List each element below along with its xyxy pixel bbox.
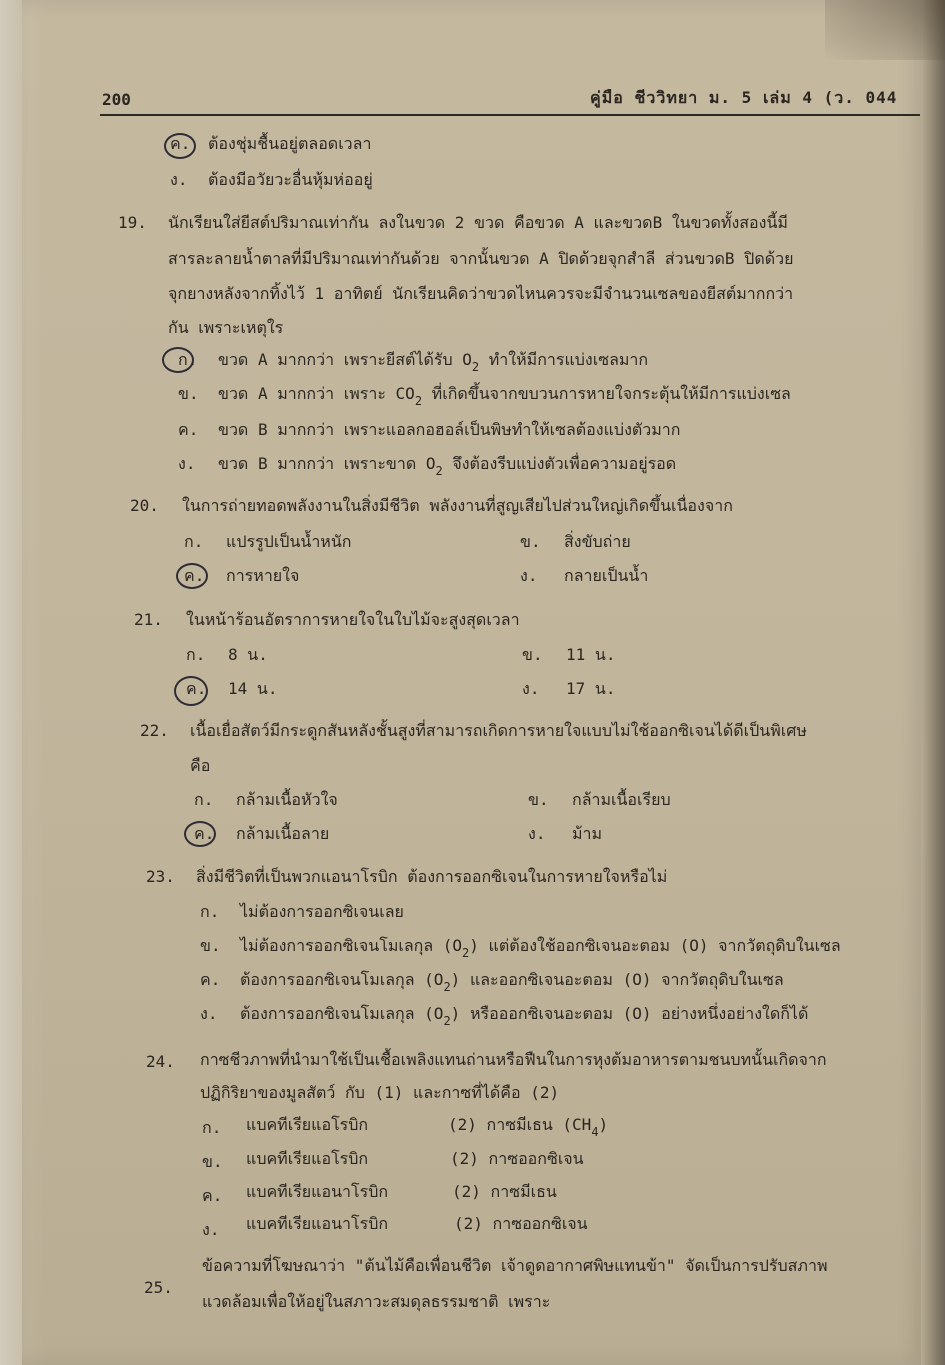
question-text: ในการถ่ายทอดพลังงานในสิ่งมีชีวิต พลังงานที่สูญเสียไปส่วนใหญ่เกิดขึ้นเนื่องจาก bbox=[182, 496, 733, 515]
header-rule bbox=[100, 114, 920, 116]
book-title: คู่มือ ชีววิทยา ม. 5 เล่ม 4 (ว. 044 bbox=[590, 88, 898, 107]
choice-letter: ง. bbox=[202, 1220, 220, 1239]
choice-text: 14 น. bbox=[228, 679, 278, 698]
choice-letter: ค. bbox=[202, 1186, 223, 1205]
question-text: ปฏิกิริยาของมูลสัตว์ กับ (1) และกาซที่ได้คือ (2) bbox=[200, 1083, 560, 1102]
choice-letter: ค. bbox=[184, 566, 205, 585]
choice-text: แบคทีเรียแอนาโรบิก bbox=[246, 1182, 389, 1201]
choice-text: แบคทีเรียแอโรบิก bbox=[246, 1115, 369, 1134]
choice-letter: ง. bbox=[200, 1004, 218, 1023]
choice-letter: ข. bbox=[202, 1152, 223, 1171]
choice-text: 11 น. bbox=[566, 645, 616, 664]
choice-letter: ค. bbox=[194, 824, 215, 843]
choice-text: แบคทีเรียแอโรบิก bbox=[246, 1149, 369, 1168]
question-number: 19. bbox=[118, 213, 147, 232]
question-number: 20. bbox=[130, 496, 159, 515]
choice-letter: ง. bbox=[178, 454, 196, 473]
choice-answer: (2) กาซมีเธน $(CH_4)$ bbox=[448, 1115, 609, 1139]
choice-text: ต้องชุ่มชื้นอยู่ตลอดเวลา bbox=[208, 134, 372, 153]
choice-text: ขวด B มากกว่า เพราะขาด $O_2$ จึงต้องรีบแบ่งตัวเพื่อความอยู่รอด bbox=[218, 454, 677, 478]
question-text: จุกยางหลังจากทิ้งไว้ 1 อาทิตย์ นักเรียนคิดว่าขวดไหนควรจะมีจำนวนเซลของยีสต์มากกว่า bbox=[168, 284, 794, 303]
choice-letter: ข. bbox=[528, 790, 549, 809]
choice-text: ขวด A มากกว่า เพราะยีสต์ได้รับ $O_2$ ทำให้มีการแบ่งเซลมาก bbox=[218, 350, 649, 374]
page-number: 200 bbox=[102, 90, 131, 109]
choice-letter: ง. bbox=[170, 170, 188, 189]
choice-text: ต้องการออกซิเจนโมเลกุล $(O_2)$ และออกซิเจนอะตอม (O) จากวัตถุดิบในเซล bbox=[240, 970, 784, 994]
choice-text: 17 น. bbox=[566, 679, 616, 698]
choice-letter: ค. bbox=[186, 679, 207, 698]
choice-letter: ก. bbox=[194, 790, 214, 809]
choice-text: การหายใจ bbox=[226, 566, 300, 585]
page-right-shadow bbox=[921, 0, 945, 1365]
question-text: คือ bbox=[190, 756, 211, 775]
question-number: 23. bbox=[146, 867, 175, 886]
choice-letter: ง. bbox=[520, 566, 538, 585]
choice-text: กล้ามเนื้อหัวใจ bbox=[236, 790, 338, 809]
choice-text: กล้ามเนื้อลาย bbox=[236, 824, 330, 843]
question-text: กาซชีวภาพที่นำมาใช้เป็นเชื้อเพลิงแทนถ่านหรือฟืนในการหุงต้มอาหารตามชนบทนั้นเกิดจาก bbox=[200, 1050, 827, 1069]
question-text: สารละลายน้ำตาลที่มีปริมาณเท่ากันด้วย จากนั้นขวด A ปิดด้วยจุกสำลี ส่วนขวดB ปิดด้วย bbox=[168, 249, 794, 268]
choice-letter: ง. bbox=[522, 679, 540, 698]
question-text: เนื้อเยื่อสัตว์มีกระดูกสันหลังชั้นสูงที่สามารถเกิดการหายใจแบบไม่ใช้ออกซิเจนได้ดีเป็นพิเศษ bbox=[190, 721, 807, 740]
choice-text: ต้องการออกซิเจนโมเลกุล $(O_2)$ หรือออกซิเจนอะตอม (O) อย่างหนึ่งอย่างใดก็ได้ bbox=[240, 1004, 809, 1028]
question-text: แวดล้อมเพื่อให้อยู่ในสภาวะสมดุลธรรมชาติ เพราะ bbox=[202, 1292, 551, 1311]
choice-letter: ก. bbox=[186, 645, 206, 664]
choice-letter: ก. bbox=[184, 532, 204, 551]
choice-letter: ข. bbox=[200, 936, 221, 955]
question-number: 22. bbox=[140, 721, 169, 740]
choice-letter: ข. bbox=[178, 384, 199, 403]
choice-text: ไม่ต้องการออกซิเจนโมเลกุล $(O_2)$ แต่ต้องใช้ออกซิเจนอะตอม (O) จากวัตถุดิบในเซล bbox=[240, 936, 841, 960]
question-text: ในหน้าร้อนอัตราการหายใจในใบไม้จะสูงสุดเวลา bbox=[186, 610, 520, 629]
choice-letter: ค. bbox=[170, 134, 191, 153]
choice-letter: ค. bbox=[200, 970, 221, 989]
choice-text: ขวด B มากกว่า เพราะแอลกอฮอล์เป็นพิษทำให้เซลต้องแบ่งตัวมาก bbox=[218, 420, 681, 439]
choice-letter: ก. bbox=[178, 350, 198, 369]
choice-letter: ง. bbox=[528, 824, 546, 843]
choice-letter: ข. bbox=[520, 532, 541, 551]
question-number: 24. bbox=[146, 1052, 175, 1071]
question-text: กัน เพราะเหตุใร bbox=[168, 318, 284, 337]
question-text: นักเรียนใส่ยีสต์ปริมาณเท่ากัน ลงในขวด 2 ขวด คือขวด A และขวดB ในขวดทั้งสองนี้มี bbox=[168, 213, 788, 232]
choice-text: ม้าม bbox=[572, 824, 603, 843]
choice-answer: (2) กาซออกซิเจน bbox=[454, 1214, 588, 1233]
choice-text: แปรรูปเป็นน้ำหนัก bbox=[226, 532, 352, 551]
choice-answer: (2) กาซออกซิเจน bbox=[450, 1149, 584, 1168]
question-text: สิ่งมีชีวิตที่เป็นพวกแอนาโรบิก ต้องการออกซิเจนในการหายใจหรือไม่ bbox=[196, 867, 668, 886]
question-text: ข้อความที่โฆษณาว่า "ต้นไม้คือเพื่อนชีวิต เจ้าดูดอากาศพิษแทนข้า" จัดเป็นการปรับสภาพ bbox=[202, 1256, 828, 1275]
choice-text: ขวด A มากกว่า เพราะ $CO_2$ ที่เกิดขึ้นจากขบวนการหายใจกระตุ้นให้มีการแบ่งเซล bbox=[218, 384, 791, 408]
choice-letter: ข. bbox=[522, 645, 543, 664]
choice-letter: ค. bbox=[178, 420, 199, 439]
choice-text: แบคทีเรียแอนาโรบิก bbox=[246, 1214, 389, 1233]
choice-text: 8 น. bbox=[228, 645, 268, 664]
choice-letter: ก. bbox=[202, 1118, 222, 1137]
corner-shadow bbox=[825, 0, 945, 60]
choice-text: ไม่ต้องการออกซิเจนเลย bbox=[240, 902, 404, 921]
choice-letter: ก. bbox=[200, 902, 220, 921]
question-number: 25. bbox=[144, 1278, 173, 1297]
choice-answer: (2) กาซมีเธน bbox=[452, 1182, 557, 1201]
choice-text: กลายเป็นน้ำ bbox=[564, 566, 649, 585]
choice-text: ต้องมีอวัยวะอื่นหุ้มห่ออยู่ bbox=[208, 170, 373, 189]
choice-text: กล้ามเนื้อเรียบ bbox=[572, 790, 671, 809]
choice-text: สิ่งขับถ่าย bbox=[564, 532, 631, 551]
question-number: 21. bbox=[134, 610, 163, 629]
